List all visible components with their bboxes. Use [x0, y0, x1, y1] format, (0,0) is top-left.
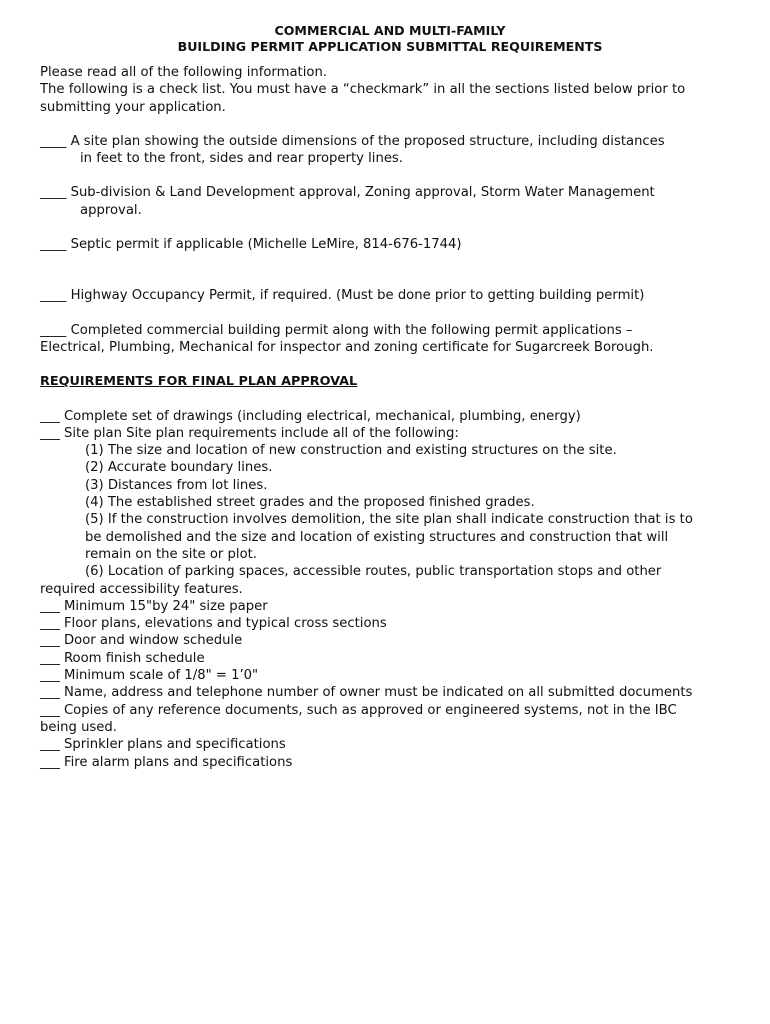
site-plan-sub-2: (2) Accurate boundary lines. — [85, 460, 273, 476]
checklist-item-subdivision-cont: approval. — [80, 202, 142, 218]
site-plan-sub-6b: required accessibility features. — [40, 581, 243, 597]
final-item-door-window: ___ Door and window schedule — [40, 633, 243, 649]
site-plan-sub-5a: (5) If the construction involves demolition, the site plan shall indicate construction that is to — [85, 512, 693, 528]
site-plan-sub-5b: be demolished and the size and location of existing structures and construction that will — [85, 529, 669, 545]
checklist-item-site-plan: ____ A site plan showing the outside dimensions of the proposed structure, including distances — [40, 133, 665, 149]
final-item-copies: ___ Copies of any reference documents, such as approved or engineered systems, not in the IBC — [40, 702, 677, 718]
doc-title-line2: BUILDING PERMIT APPLICATION SUBMITTAL REQUIREMENTS — [177, 39, 603, 54]
site-plan-sub-4: (4) The established street grades and the proposed finished grades. — [85, 495, 535, 511]
intro-line2: The following is a check list. You must have a “checkmark” in all the sections listed below prior to submitting your application. — [40, 82, 686, 115]
final-item-copies-cont: being used. — [40, 719, 117, 735]
checklist-item-subdivision: ____ Sub-division & Land Development approval, Zoning approval, Storm Water Management — [40, 185, 655, 201]
final-item-drawings: ___ Complete set of drawings (including electrical, mechanical, plumbing, energy) — [40, 408, 581, 424]
checklist-item-site-plan-cont: in feet to the front, sides and rear property lines. — [80, 151, 403, 167]
doc-title-line1: COMMERCIAL AND MULTI-FAMILY — [274, 23, 506, 38]
final-item-room-finish: ___ Room finish schedule — [40, 650, 205, 666]
site-plan-sub-5c: remain on the site or plot. — [85, 546, 257, 562]
site-plan-sub-3: (3) Distances from lot lines. — [85, 477, 268, 493]
checklist-item-highway: ____ Highway Occupancy Permit, if required. (Must be done prior to getting building permit) — [40, 288, 645, 304]
checklist-item-septic: ____ Septic permit if applicable (Michelle LeMire, 814-676-1744) — [40, 237, 462, 253]
final-item-owner-info: ___ Name, address and telephone number of owner must be indicated on all submitted documents — [40, 685, 693, 701]
final-plan-heading: REQUIREMENTS FOR FINAL PLAN APPROVAL — [40, 374, 358, 390]
intro-line1: Please read all of the following information. — [40, 65, 327, 80]
final-item-floor-plans: ___ Floor plans, elevations and typical cross sections — [40, 616, 387, 632]
final-item-paper: ___ Minimum 15"by 24" size paper — [40, 598, 268, 614]
final-item-scale: ___ Minimum scale of 1/8" = 1’0" — [40, 668, 259, 684]
final-item-fire-alarm: ___ Fire alarm plans and specifications — [40, 754, 293, 770]
checklist-item-commercial-permit-cont: Electrical, Plumbing, Mechanical for inspector and zoning certificate for Sugarcreek Borough. — [40, 339, 654, 355]
final-item-sprinkler: ___ Sprinkler plans and specifications — [40, 737, 286, 753]
checklist-item-commercial-permit: ____ Completed commercial building permit along with the following permit applications – — [40, 322, 633, 338]
final-item-site-plan: ___ Site plan Site plan requirements include all of the following: — [40, 425, 459, 441]
site-plan-sub-6a: (6) Location of parking spaces, accessible routes, public transportation stops and other — [85, 564, 662, 580]
document-page — [40, 23, 740, 771]
site-plan-sub-1: (1) The size and location of new construction and existing structures on the site. — [85, 443, 617, 459]
